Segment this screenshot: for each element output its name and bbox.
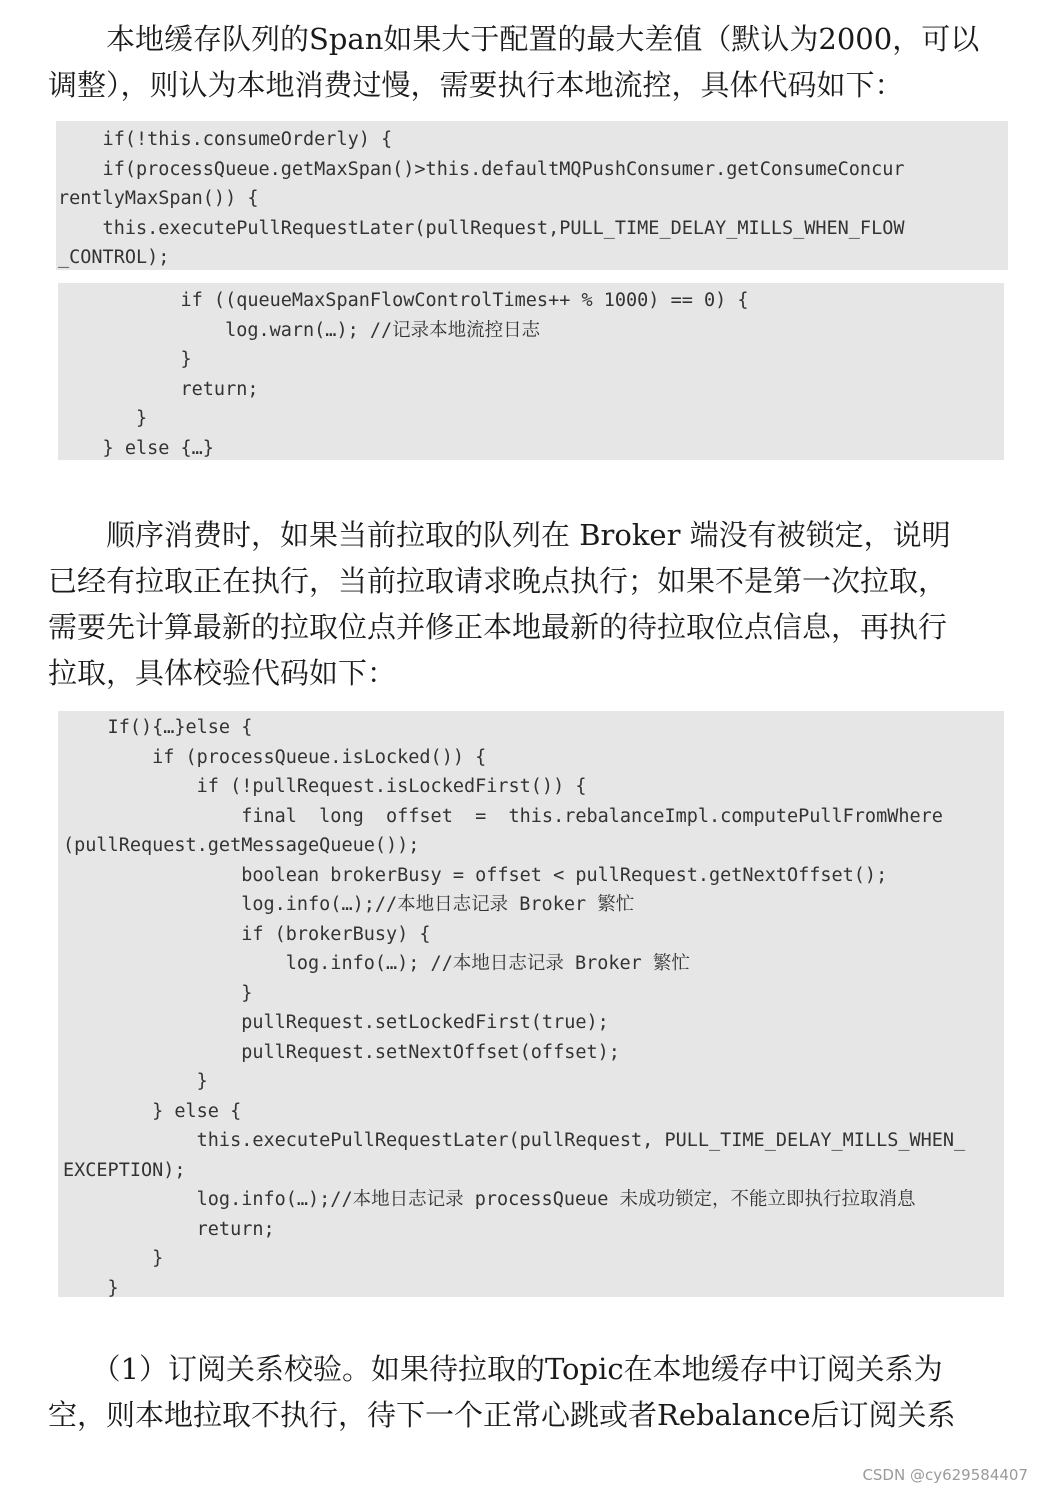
code-line: pullRequest.setLockedFirst(true); xyxy=(63,1012,609,1033)
code-line: log.info(…);//本地日志记录 Broker 繁忙 xyxy=(63,894,635,915)
code-line: pullRequest.setNextOffset(offset); xyxy=(63,1041,620,1063)
text-line: 需要先计算最新的拉取位点并修正本地最新的待拉取位点信息，再执行 xyxy=(48,610,948,644)
code-line: } xyxy=(63,1277,119,1299)
code-block-flow-control-continued xyxy=(58,283,1004,460)
code-line: if ((queueMaxSpanFlowControlTimes++ % 1000) == 0) { xyxy=(58,290,749,311)
code-line: } xyxy=(63,982,253,1004)
text-line: 调整），则认为本地消费过慢，需要执行本地流控，具体代码如下： xyxy=(48,68,904,102)
code-line: (pullRequest.getMessageQueue()); xyxy=(63,835,420,856)
paragraph-subscription-check xyxy=(48,1346,1003,1438)
code-line: return; xyxy=(58,378,259,400)
code-line: } xyxy=(63,1248,164,1269)
code-line: } else { xyxy=(63,1100,242,1122)
code-line: this.executePullRequestLater(pullRequest,PULL_TIME_DELAY_MILLS_WHEN_FLOW xyxy=(58,217,905,239)
code-line: log.warn(…); //记录本地流控日志 xyxy=(58,319,541,341)
csdn-watermark: CSDN @cy629584407 xyxy=(862,1466,1028,1484)
code-line: if (!pullRequest.isLockedFirst()) { xyxy=(63,776,587,797)
code-line: return; xyxy=(63,1218,275,1240)
code-line: final long offset = this.rebalanceImpl.computePullFromWhere xyxy=(63,805,943,827)
text-line: 空，则本地拉取不执行，待下一个正常心跳或者Rebalance后订阅关系 xyxy=(48,1398,956,1432)
code-line: if(!this.consumeOrderly) { xyxy=(58,129,393,150)
text-line: 本地缓存队列的Span如果大于配置的最大差值（默认为2000，可以 xyxy=(48,22,980,56)
paragraph-orderly-consume xyxy=(48,512,1003,696)
code-line: if (brokerBusy) { xyxy=(63,923,431,945)
text-line: 已经有拉取正在执行，当前拉取请求晚点执行；如果不是第一次拉取， xyxy=(48,564,948,598)
code-line: If(){…}else { xyxy=(63,717,253,738)
code-block-orderly-check xyxy=(58,711,1004,1297)
code-line: } xyxy=(58,408,148,429)
code-line: EXCEPTION); xyxy=(63,1159,186,1181)
code-line: boolean brokerBusy = offset < pullRequest.getNextOffset(); xyxy=(63,864,888,886)
code-line: log.info(…); //本地日志记录 Broker 繁忙 xyxy=(63,953,690,974)
code-line: rentlyMaxSpan()) { xyxy=(58,188,259,209)
text-line: 顺序消费时，如果当前拉取的队列在 Broker 端没有被锁定，说明 xyxy=(48,518,951,552)
text-line: （1）订阅关系校验。如果待拉取的Topic在本地缓存中订阅关系为 xyxy=(48,1352,943,1386)
code-block-flow-control xyxy=(56,121,1008,270)
code-line: this.executePullRequestLater(pullRequest, PULL_TIME_DELAY_MILLS_WHEN_ xyxy=(63,1130,966,1151)
code-line: if(processQueue.getMaxSpan()>this.defaultMQPushConsumer.getConsumeConcur xyxy=(58,158,905,180)
code-line: } xyxy=(63,1071,208,1092)
paragraph-span-flow-control xyxy=(48,16,1003,108)
code-line: _CONTROL); xyxy=(58,247,170,268)
code-line: } else {…} xyxy=(58,437,214,459)
code-line: log.info(…);//本地日志记录 processQueue 未成功锁定，不能立即执行拉取消息 xyxy=(63,1189,916,1210)
code-line: } xyxy=(58,349,192,370)
code-line: if (processQueue.isLocked()) { xyxy=(63,746,487,768)
text-line: 拉取，具体校验代码如下： xyxy=(48,656,397,690)
